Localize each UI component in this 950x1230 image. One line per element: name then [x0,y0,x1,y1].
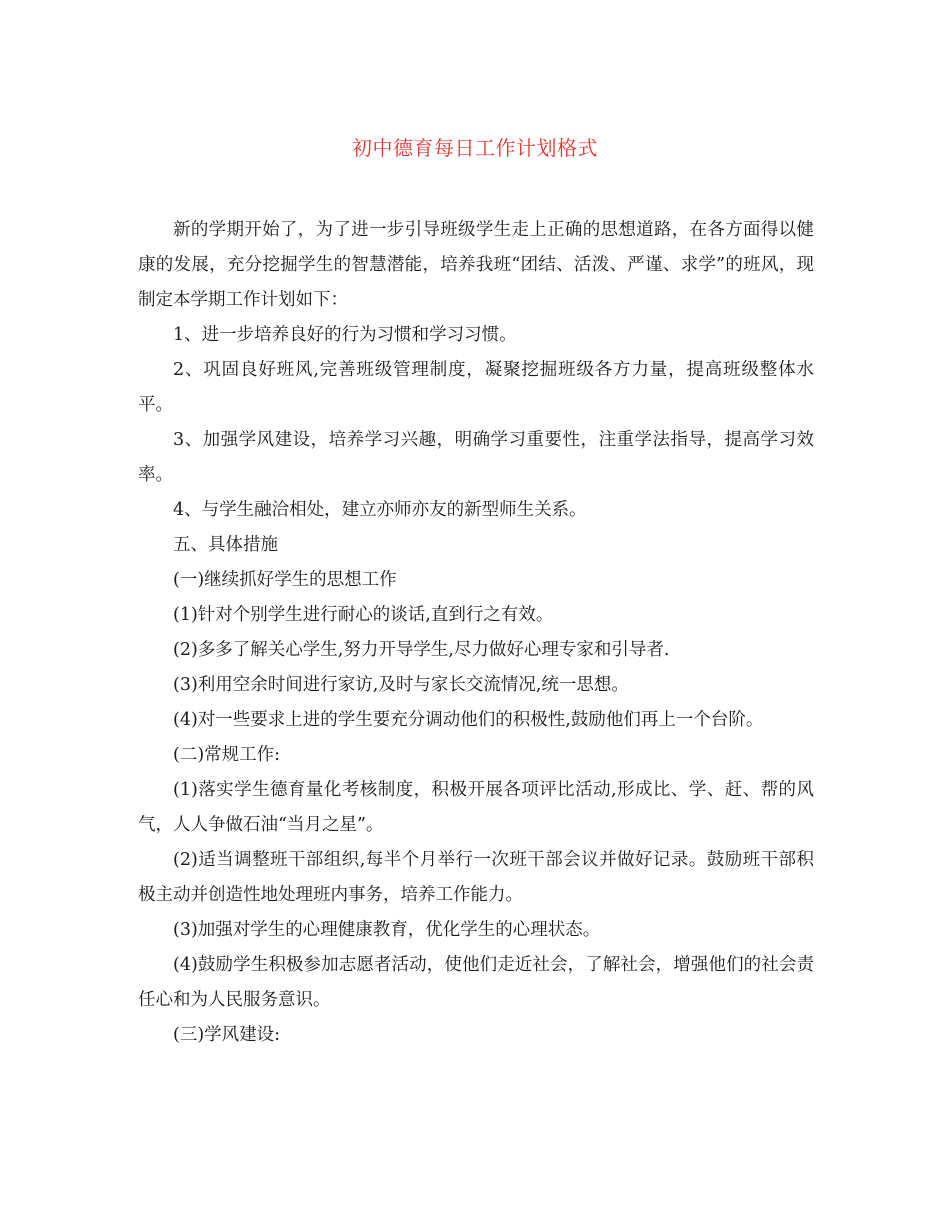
routine-work-item-3: (3)加强对学生的心理健康教育，优化学生的心理状态。 [173,920,601,940]
document-body [138,213,814,1053]
thought-work-item-3: (3)利用空余时间进行家访,及时与家长交流情况,统一思想。 [173,675,629,695]
thought-work-item-1: (1)针对个别学生进行耐心的谈话,直到行之有效。 [173,605,554,625]
section-heading-measures: 五、具体措施 [173,535,278,555]
goal-item-3: 3、加强学风建设，培养学习兴趣，明确学习重要性，注重学法指导，提高学习效率。 [138,430,814,485]
subsection-heading-thought-work: (一)继续抓好学生的思想工作 [173,570,397,590]
thought-work-item-2: (2)多多了解关心学生,努力开导学生,尽力做好心理专家和引导者. [173,640,670,660]
goal-item-2: 2、巩固良好班风,完善班级管理制度，凝聚挖掘班级各方力量，提高班级整体水平。 [138,360,814,415]
routine-work-item-4: (4)鼓励学生积极参加志愿者活动，使他们走近社会，了解社会，增强他们的社会责任心和为人民服务意识。 [138,955,814,1010]
subsection-heading-study-style: (三)学风建设: [173,1025,281,1045]
routine-work-item-2: (2)适当调整班干部组织,每半个月举行一次班干部会议并做好记录。鼓励班干部积极主动并创造性地处理班内事务，培养工作能力。 [138,850,814,905]
goal-item-4: 4、与学生融洽相处，建立亦师亦友的新型师生关系。 [173,500,587,520]
routine-work-item-1: (1)落实学生德育量化考核制度，积极开展各项评比活动,形成比、学、赶、帮的风气，人人争做石油“当月之星”。 [138,780,814,835]
thought-work-item-4: (4)对一些要求上进的学生要充分调动他们的积极性,鼓励他们再上一个台阶。 [173,710,764,730]
document-title: 初中德育每日工作计划格式 [352,136,598,160]
goal-item-1: 1、进一步培养良好的行为习惯和学习习惯。 [173,325,517,345]
intro-paragraph: 新的学期开始了，为了进一步引导班级学生走上正确的思想道路，在各方面得以健康的发展，充分挖掘学生的智慧潜能，培养我班“团结、活泼、严谨、求学”的班风，现制定本学期工作计划如下： [138,220,814,310]
subsection-heading-routine-work: (二)常规工作: [173,745,281,765]
